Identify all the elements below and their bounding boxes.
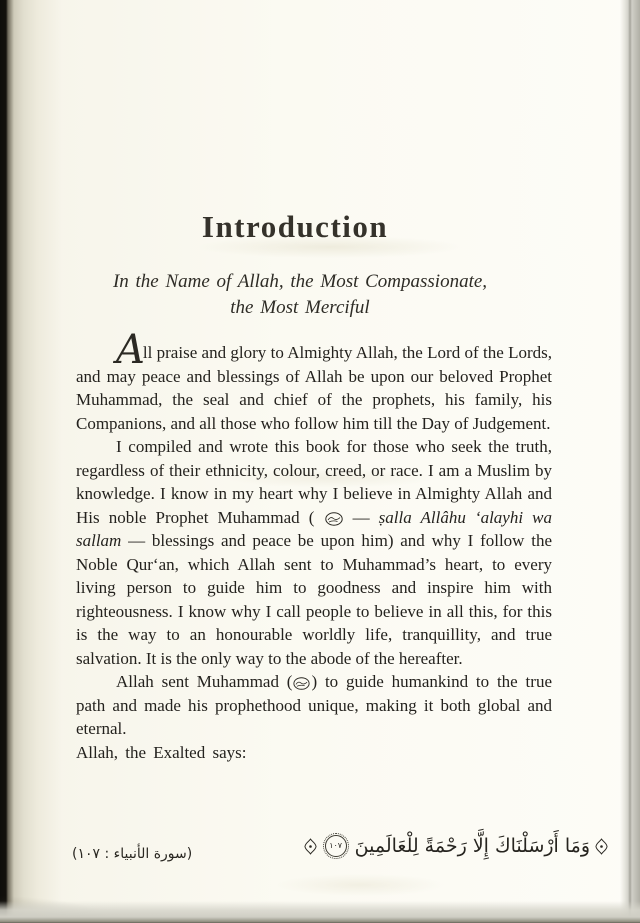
basmala-line-2: the Most Merciful [230, 297, 370, 318]
paragraph-2-text-a: I compiled and wrote this book for those who seek the truth, regardless of their ethnicity, colour, creed, or race. I am a Muslim by knowledge. I know in my heart why I believe in Almighty Allah and His noble Prophet Muhammad ( [76, 437, 552, 527]
quran-verse-row [72, 835, 608, 862]
body-text [76, 327, 552, 764]
basmala-line-1: In the Name of Allah, the Most Compassionate, [112, 271, 488, 292]
basmala-subtitle [40, 269, 560, 321]
page-title: Introduction [201, 208, 389, 244]
page-right-edge [620, 0, 640, 923]
verse-number-roundel: ١٠٧ [325, 835, 347, 857]
book-binding-edge [0, 0, 62, 923]
pbuh-calligraphy-icon [325, 512, 343, 526]
paragraph-1 [76, 327, 552, 435]
paragraph-2-dash: — [343, 507, 379, 527]
paragraph-1-text: ll praise and glory to Almighty Allah, the Lord of the Lords, and may peace and blessings of Allah be upon our beloved Prophet Muhammad, the seal and chief of the prophets, his family, his Companions, and all those who follow him till the Day of Judgement. [76, 343, 552, 433]
verse-ornament-icon [304, 838, 317, 855]
allah-says-line: Allah, the Exalted says: [76, 742, 247, 762]
paragraph-2-text-b: — blessings and peace be upon him) and why I follow the Noble Qur‘an, which Allah sent to Muhammad’s heart, to every living person to guide him to goodness and inspire him with righteousness. I know why I call people to believe in all this, for this is the way to an honourable worldly life, tranquillity, and true salvation. It is the only way to the abode of the hereafter. [76, 531, 552, 668]
scan-corner-shadow [0, 883, 150, 923]
transliteration-italic: ṣalla Allâhu ‘alayhi wa sallam [76, 507, 552, 550]
pbuh-calligraphy-icon [293, 677, 310, 690]
paragraph-3-text-b: ) to guide humankind to the true path and made his prophethood unique, making it both global and eternal. [76, 672, 552, 738]
paragraph-3-text-a: Allah sent Muhammad ( [116, 672, 293, 691]
scan-bottom-edge [0, 901, 640, 923]
verse-text: وَمَا أَرْسَلْنَاكَ إِلَّا رَحْمَةً لِلْعَالَمِينَ [354, 835, 590, 857]
decorative-initial: A [116, 327, 143, 373]
surah-citation: (سورة الأنبياء : ١٠٧) [72, 846, 193, 862]
paragraph-2 [76, 435, 552, 670]
quran-verse-arabic [304, 835, 608, 857]
verse-ornament-icon [595, 838, 608, 855]
paragraph-3 [76, 670, 552, 741]
